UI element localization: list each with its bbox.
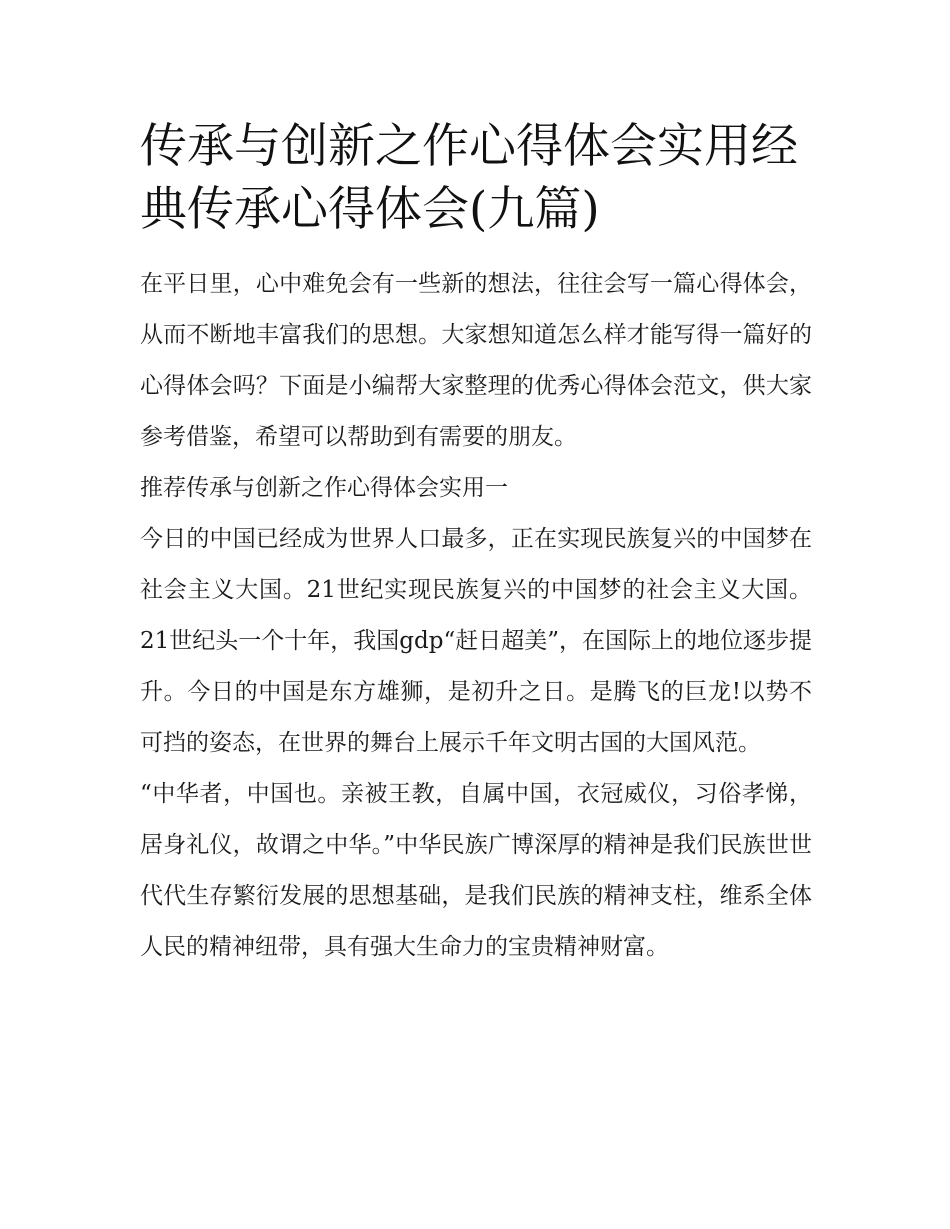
section-heading: 推荐传承与创新之作心得体会实用一 xyxy=(140,475,508,501)
body-paragraph-1: 今日的中国已经成为世界人口最多，正在实现民族复兴的中国梦在社会主义大国。21世纪实现民族复兴的中国梦的社会主义大国。21世纪头一个十年，我国gdp“赶日超美”，在国际上的地位逐步提升。今日的中国是东方雄狮，是初升之日。是腾飞的巨龙!以势不可挡的姿态，在世界的舞台上展示千年文明古国的大国风范。 xyxy=(140,526,812,756)
body-paragraph-2: “中华者，中国也。亲被王教，自属中国，衣冠威仪，习俗孝悌，居身礼仪，故谓之中华。”中华民族广博深厚的精神是我们民族世世代代生存繁衍发展的思想基础，是我们民族的精神支柱，维系全体人民的精神纽带，具有强大生命力的宝贵精神财富。 xyxy=(140,781,812,960)
document-page xyxy=(140,115,812,973)
document-title: 传承与创新之作心得体会实用经典传承心得体会(九篇) xyxy=(140,119,798,237)
intro-paragraph: 在平日里，心中难免会有一些新的想法，往往会写一篇心得体会，从而不断地丰富我们的思想。大家想知道怎么样才能写得一篇好的心得体会吗？下面是小编帮大家整理的优秀心得体会范文，供大家参考借鉴，希望可以帮助到有需要的朋友。 xyxy=(140,271,812,450)
